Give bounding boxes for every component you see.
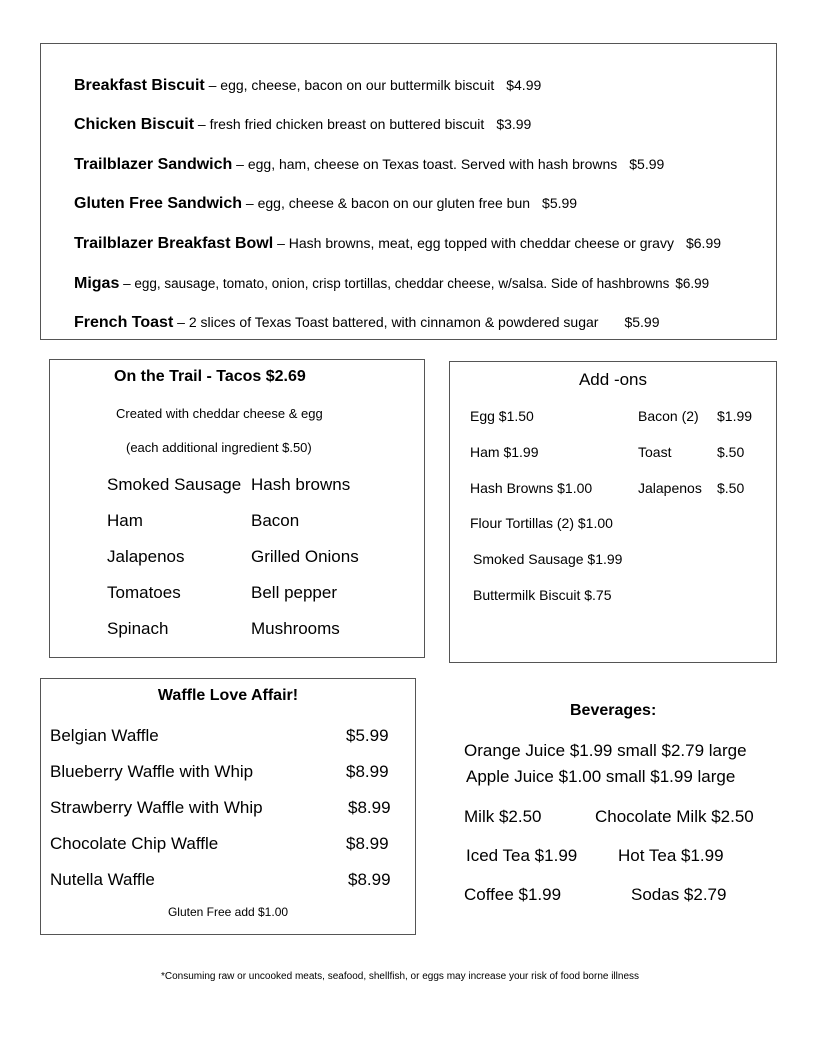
waffles-note: Gluten Free add $1.00 — [167, 905, 289, 919]
item-desc: – egg, ham, cheese on Texas toast. Served with hash browns — [232, 156, 618, 172]
taco-ingredient: Jalapenos — [107, 547, 185, 566]
beverage-sodas: Sodas $2.79 — [631, 885, 727, 904]
waffles-title: Waffle Love Affair! — [157, 687, 299, 704]
waffle-price: $8.99 — [346, 834, 389, 853]
taco-ingredient: Bacon — [251, 511, 300, 530]
menu-item — [74, 77, 541, 95]
addon-bacon-price: $1.99 — [717, 408, 753, 424]
addon-toast-price: $.50 — [717, 444, 745, 460]
menu-item — [74, 275, 709, 293]
item-name: Trailblazer Sandwich — [74, 156, 233, 173]
waffle-price: $8.99 — [348, 870, 391, 889]
addon-jalapenos-price: $.50 — [717, 480, 745, 496]
addon-sausage: Smoked Sausage $1.99 — [473, 551, 623, 567]
waffle-name: Belgian Waffle — [50, 726, 159, 745]
item-desc: – fresh fried chicken breast on buttered biscuit — [194, 116, 485, 132]
addon-toast-name: Toast — [638, 444, 672, 460]
item-desc: – 2 slices of Texas Toast battered, with cinnamon & powdered sugar — [173, 314, 599, 330]
beverage-apple-juice: Apple Juice $1.00 small $1.99 large — [466, 767, 736, 786]
beverage-hot-tea: Hot Tea $1.99 — [618, 846, 724, 865]
beverage-orange-juice: Orange Juice $1.99 small $2.79 large — [464, 741, 747, 760]
waffle-name: Strawberry Waffle with Whip — [50, 798, 263, 817]
menu-item — [74, 235, 721, 253]
taco-ingredient: Smoked Sausage — [107, 475, 242, 494]
beverage-chocolate-milk: Chocolate Milk $2.50 — [595, 807, 754, 826]
waffle-price: $5.99 — [346, 726, 389, 745]
tacos-box — [49, 359, 425, 658]
waffle-price: $8.99 — [346, 762, 389, 781]
addons-box — [449, 361, 777, 663]
waffles-box — [40, 678, 416, 935]
waffle-price: $8.99 — [348, 798, 391, 817]
item-name: Breakfast Biscuit — [74, 77, 205, 94]
item-desc: – egg, sausage, tomato, onion, crisp tortillas, cheddar cheese, w/salsa. Side of hashbrowns — [119, 276, 670, 291]
addons-title: Add -ons — [578, 370, 648, 389]
menu-item — [74, 195, 577, 213]
item-name: French Toast — [74, 314, 174, 331]
item-name: Chicken Biscuit — [74, 116, 195, 133]
addon-bacon-name: Bacon (2) — [638, 408, 699, 424]
item-price: $6.99 — [685, 235, 722, 251]
item-name: Trailblazer Breakfast Bowl — [74, 235, 274, 252]
breakfast-menu-box — [40, 43, 777, 340]
health-disclaimer: *Consuming raw or uncooked meats, seafood, shellfish, or eggs may increase your risk of food borne illness — [160, 971, 640, 982]
item-desc: – egg, cheese & bacon on our gluten free bun — [242, 195, 531, 211]
taco-ingredient: Grilled Onions — [251, 547, 359, 566]
item-price: $5.99 — [542, 195, 578, 211]
item-price: $5.99 — [624, 314, 660, 330]
item-price: $6.99 — [675, 276, 710, 291]
taco-ingredient: Spinach — [107, 619, 169, 638]
addon-jalapenos-name: Jalapenos — [638, 480, 702, 496]
addon-egg: Egg $1.50 — [470, 408, 534, 424]
beverage-iced-tea: Iced Tea $1.99 — [466, 846, 578, 865]
waffle-name: Chocolate Chip Waffle — [50, 834, 219, 853]
item-price: $4.99 — [506, 77, 542, 93]
taco-ingredient: Mushrooms — [251, 619, 340, 638]
tacos-title: On the Trail - Tacos $2.69 — [114, 368, 306, 385]
item-desc: – egg, cheese, bacon on our buttermilk biscuit — [204, 77, 495, 93]
menu-item — [74, 314, 660, 332]
menu-item — [74, 116, 531, 134]
taco-ingredient: Bell pepper — [251, 583, 338, 602]
addon-biscuit: Buttermilk Biscuit $.75 — [473, 587, 612, 603]
tacos-note: (each additional ingredient $.50) — [126, 440, 312, 455]
addon-ham: Ham $1.99 — [470, 444, 539, 460]
item-price: $3.99 — [496, 116, 532, 132]
tacos-subtitle: Created with cheddar cheese & egg — [116, 406, 323, 421]
beverages-title: Beverages: — [570, 702, 657, 719]
beverage-coffee: Coffee $1.99 — [464, 885, 562, 904]
item-price: $5.99 — [629, 156, 665, 172]
taco-ingredient: Tomatoes — [107, 583, 181, 602]
addon-tortillas: Flour Tortillas (2) $1.00 — [470, 515, 613, 531]
addon-hash-browns: Hash Browns $1.00 — [470, 480, 593, 496]
item-name: Migas — [74, 275, 120, 292]
item-desc: – Hash browns, meat, egg topped with cheddar cheese or gravy — [273, 235, 674, 251]
waffle-name: Blueberry Waffle with Whip — [50, 762, 254, 781]
item-name: Gluten Free Sandwich — [74, 195, 243, 212]
taco-ingredient: Hash browns — [251, 475, 351, 494]
beverage-milk: Milk $2.50 — [464, 807, 542, 826]
waffle-name: Nutella Waffle — [50, 870, 155, 889]
taco-ingredient: Ham — [107, 511, 143, 530]
menu-item — [74, 156, 664, 174]
